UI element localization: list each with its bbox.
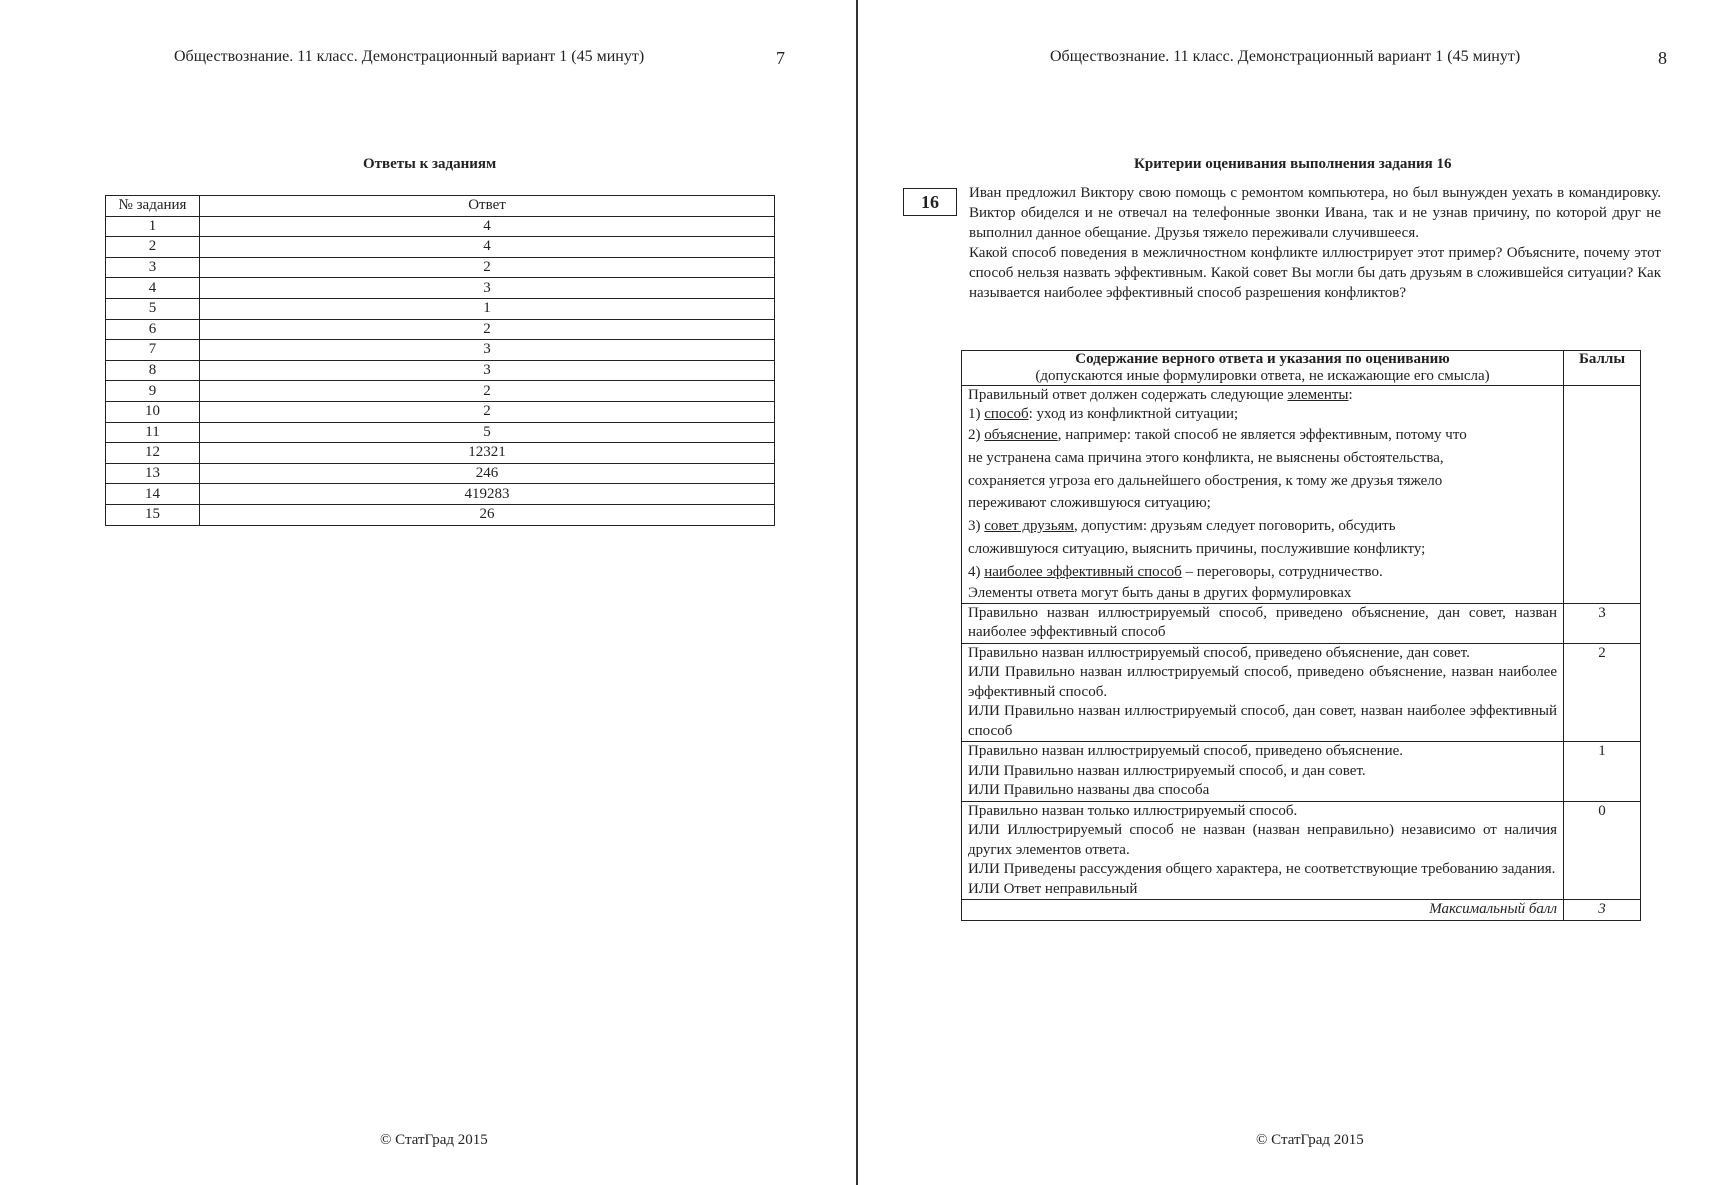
- task-number-cell: 15: [106, 504, 200, 525]
- right-page: [859, 0, 1714, 1185]
- task-number-cell: 1: [106, 216, 200, 237]
- task-number-cell: 13: [106, 463, 200, 484]
- item-4-text: – переговоры, сотрудничество.: [1181, 563, 1383, 580]
- criteria-level-row: [962, 643, 1641, 742]
- criteria-level-line: ИЛИ Приведены рассуждения общего характера, не соответствующие требованию задания.: [968, 861, 1556, 878]
- item-3-text-2: сложившуюся ситуацию, выяснить причины, послужившие конфликту;: [968, 540, 1426, 557]
- task-number-box: 16: [903, 188, 957, 216]
- item-2-text-4: переживают сложившуюся ситуацию;: [968, 495, 1211, 512]
- max-score-label: Максимальный балл: [962, 900, 1564, 921]
- item-2-key: объяснение: [984, 427, 1058, 443]
- table-row: [106, 422, 775, 443]
- item-3-text-1: , допустим: друзьям следует поговорить, обсудить: [1073, 518, 1396, 535]
- criteria-level-score: 0: [1564, 801, 1641, 900]
- page-header: Обществознание. 11 класс. Демонстрационный вариант 1 (45 минут): [174, 48, 645, 65]
- criteria-level-line: ИЛИ Правильно назван иллюстрируемый способ, приведено объяснение, назван наиболее эффективный способ.: [968, 664, 1557, 700]
- criteria-level-score: 1: [1564, 742, 1641, 802]
- page-number: 7: [776, 48, 785, 68]
- item-3-number: 3): [968, 518, 985, 535]
- item-2-number: 2): [968, 427, 985, 443]
- criteria-level-line: ИЛИ Правильно назван иллюстрируемый способ, дан совет, назван наиболее эффективный способ: [968, 703, 1557, 739]
- criteria-level-row: [962, 742, 1641, 802]
- item-4-key: наиболее эффективный способ: [984, 563, 1182, 580]
- criteria-level-row: [962, 603, 1641, 643]
- criteria-level-description: [962, 742, 1564, 802]
- task-number-cell: 2: [106, 237, 200, 258]
- max-score-row: [962, 900, 1641, 921]
- task-number-cell: 4: [106, 278, 200, 299]
- table-row: [106, 381, 775, 402]
- task-question: Какой способ поведения в межличностном конфликте иллюстрирует этот пример? Объясните, почему этот способ нельзя назвать эффективным. Какой совет Вы могли бы дать друзьям в сложившейся ситуации? Как называется наиболее эффективный способ разрешения конфликтов?: [969, 245, 1661, 301]
- table-row: [106, 504, 775, 525]
- page-number: 8: [1658, 48, 1667, 68]
- page-footer: © СтатГрад 2015: [380, 1132, 488, 1148]
- answer-content: [962, 386, 1564, 604]
- task-number-cell: 11: [106, 422, 200, 443]
- answer-cell: 1: [200, 298, 775, 319]
- table-header-row: [106, 196, 775, 217]
- criteria-level-line: Правильно назван только иллюстрируемый способ.: [968, 802, 1298, 819]
- task-number-cell: 5: [106, 298, 200, 319]
- criteria-level-description: [962, 643, 1564, 742]
- task-number-cell: 7: [106, 340, 200, 361]
- left-page: [0, 0, 856, 1185]
- answer-intro: Правильный ответ должен содержать следующие: [968, 387, 1288, 403]
- table-row: [106, 298, 775, 319]
- column-header-task: № задания: [106, 196, 200, 217]
- answer-cell: 4: [200, 216, 775, 237]
- answers-table: [105, 195, 775, 526]
- item-2-text-1: , например: такой способ не является эффективным, потому что: [1057, 427, 1467, 443]
- answer-intro-colon: :: [1348, 387, 1353, 403]
- item-2-text-3: сохраняется угроза его дальнейшего обострения, к тому же друзья тяжело: [968, 472, 1443, 489]
- answer-cell: 5: [200, 422, 775, 443]
- criteria-level-description: [962, 603, 1564, 643]
- item-1-text: : уход из конфликтной ситуации;: [1028, 406, 1239, 422]
- table-row: [106, 319, 775, 340]
- score-header: [1564, 351, 1641, 386]
- score-header-label: Баллы: [1578, 351, 1626, 367]
- task-number-cell: 9: [106, 381, 200, 402]
- answer-content-row: [962, 386, 1641, 604]
- criteria-level-line: Правильно назван иллюстрируемый способ, приведено объяснение, дан совет, назван наиболее эффективный способ: [968, 604, 1557, 641]
- task-number-cell: 3: [106, 257, 200, 278]
- score-cell-empty: [1564, 386, 1641, 604]
- table-row: [106, 401, 775, 422]
- task-text: [969, 183, 1661, 303]
- page-title: Критерии оценивания выполнения задания 16: [1134, 156, 1452, 172]
- criteria-level-line: ИЛИ Правильно назван иллюстрируемый способ, и дан совет.: [968, 762, 1366, 779]
- table-row: [106, 216, 775, 237]
- criteria-level-line: ИЛИ Правильно названы два способа: [968, 782, 1210, 799]
- answer-cell: 26: [200, 504, 775, 525]
- answer-cell: 12321: [200, 443, 775, 464]
- task-paragraph: Иван предложил Виктору свою помощь с ремонтом компьютера, но был вынужден уехать в командировку. Виктор обиделся и не отвечал на телефонные звонки Ивана, так и не узнав причину, по которой друг не выполнил данное обещание. Друзья тяжело переживали случившееся.: [969, 185, 1661, 241]
- answer-cell: 246: [200, 463, 775, 484]
- item-3-key: совет друзьям: [984, 518, 1074, 535]
- task-number-cell: 14: [106, 484, 200, 505]
- task-number-cell: 10: [106, 401, 200, 422]
- answer-cell: 419283: [200, 484, 775, 505]
- criteria-level-line: Правильно назван иллюстрируемый способ, приведено объяснение, дан совет.: [968, 644, 1470, 661]
- table-row: [106, 340, 775, 361]
- criteria-level-description: [962, 801, 1564, 900]
- answer-cell: 3: [200, 340, 775, 361]
- table-row: [106, 463, 775, 484]
- content-header-note: (допускаются иные формулировки ответа, не искажающие его смысла): [1035, 368, 1490, 384]
- answer-cell: 3: [200, 360, 775, 381]
- criteria-level-line: Правильно назван иллюстрируемый способ, приведено объяснение.: [968, 743, 1404, 760]
- answer-outro: Элементы ответа могут быть даны в других формулировках: [968, 584, 1352, 601]
- table-row: [106, 278, 775, 299]
- task-number-cell: 6: [106, 319, 200, 340]
- criteria-level-score: 2: [1564, 643, 1641, 742]
- table-row: [106, 257, 775, 278]
- criteria-level-row: [962, 801, 1641, 900]
- criteria-table: [961, 350, 1641, 921]
- criteria-level-line: ИЛИ Иллюстрируемый способ не назван (назван неправильно) независимо от наличия других элементов ответа.: [968, 822, 1557, 858]
- criteria-level-line: ИЛИ Ответ неправильный: [968, 880, 1138, 897]
- item-1-key: способ: [984, 406, 1029, 422]
- page-header: Обществознание. 11 класс. Демонстрационный вариант 1 (45 минут): [1050, 48, 1521, 65]
- criteria-header-row: [962, 351, 1641, 386]
- item-4-number: 4): [968, 563, 985, 580]
- table-row: [106, 443, 775, 464]
- task-number-cell: 12: [106, 443, 200, 464]
- max-score-value: 3: [1564, 900, 1641, 921]
- criteria-level-score: 3: [1564, 603, 1641, 643]
- table-row: [106, 360, 775, 381]
- page-footer: © СтатГрад 2015: [1256, 1132, 1364, 1148]
- answer-cell: 3: [200, 278, 775, 299]
- answer-cell: 2: [200, 381, 775, 402]
- answer-cell: 2: [200, 401, 775, 422]
- item-1-number: 1): [968, 406, 985, 422]
- table-row: [106, 484, 775, 505]
- task-number-cell: 8: [106, 360, 200, 381]
- answer-cell: 2: [200, 257, 775, 278]
- page-title: Ответы к заданиям: [363, 156, 497, 172]
- answer-cell: 4: [200, 237, 775, 258]
- column-header-answer: Ответ: [200, 196, 775, 217]
- page-divider: [856, 0, 858, 1185]
- content-header-title: Содержание верного ответа и указания по оцениванию: [1075, 351, 1450, 367]
- content-header: [962, 351, 1564, 386]
- answer-intro-underlined: элементы: [1287, 387, 1349, 403]
- answer-cell: 2: [200, 319, 775, 340]
- item-2-text-2: не устранена сама причина этого конфликта, не выяснены обстоятельства,: [968, 449, 1444, 466]
- table-row: [106, 237, 775, 258]
